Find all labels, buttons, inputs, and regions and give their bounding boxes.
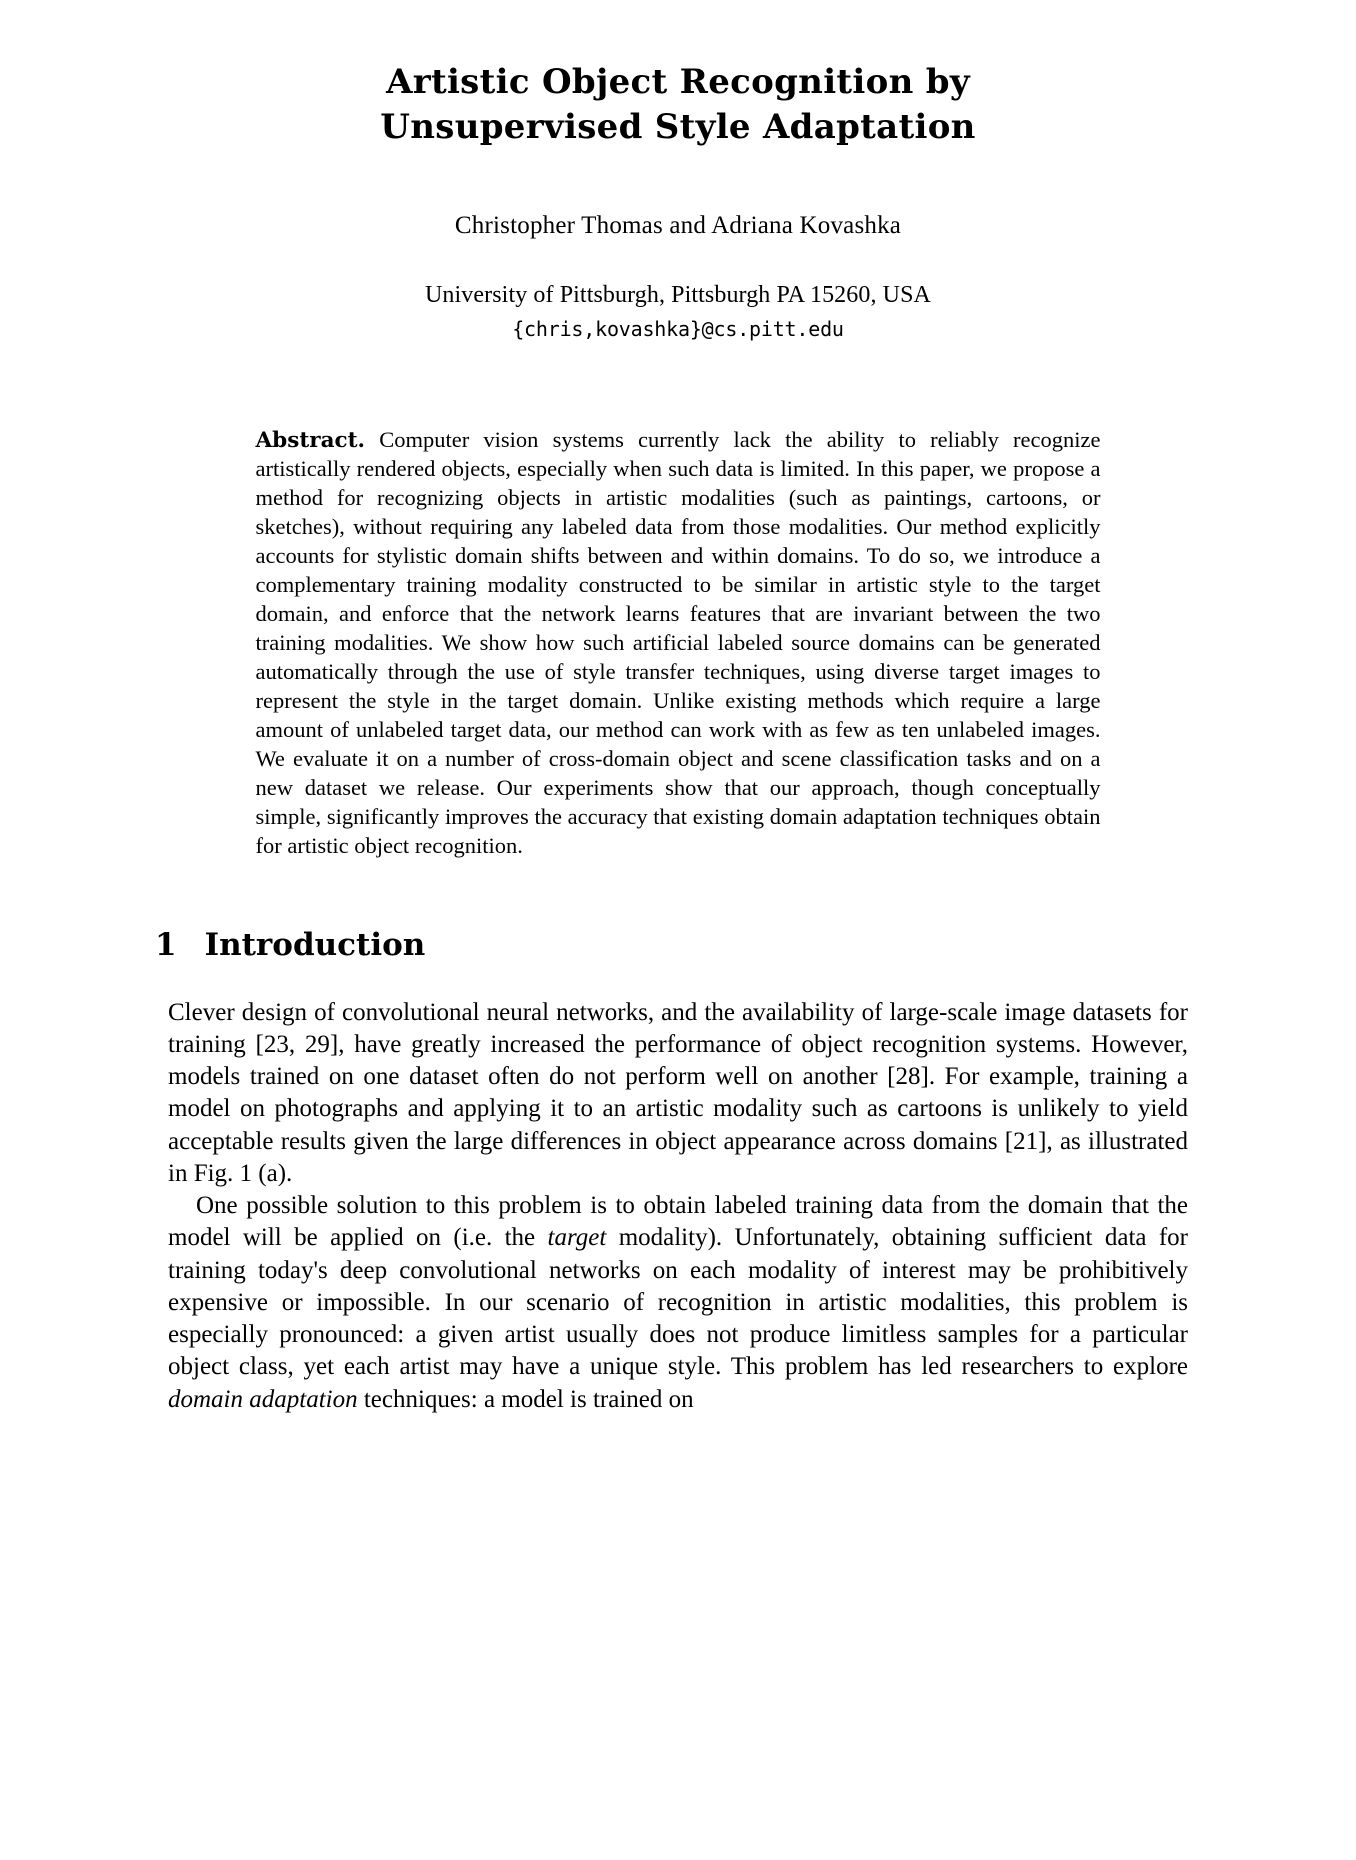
paragraph-2-part3: techniques: a model is trained on [357, 1385, 694, 1413]
paper-title-line1: Artistic Object Recognition by [386, 62, 970, 102]
contact-email: {chris,kovashka}@cs.pitt.edu [512, 316, 844, 341]
paper-page [0, 60, 1356, 1860]
section-number: 1 [155, 926, 177, 963]
section-title: Introduction [204, 926, 426, 963]
abstract-label: Abstract. [255, 427, 366, 453]
paragraph-2-italic-target: target [547, 1224, 607, 1252]
author-list: Christopher Thomas and Adriana Kovashka [454, 211, 902, 239]
abstract-block [256, 425, 1101, 861]
abstract-text: Computer vision systems currently lack the ability to reliably recognize artistically rendered objects, especially when such data is limited. In this paper, we propose a method for recognizing objects in artistic modalities (such as paintings, cartoons, or sketches), without requiring any labeled data from those modalities. Our method explicitly accounts for stylistic domain shifts between and within domains. To do so, we introduce a complementary training modality constructed to be similar in artistic style to the target domain, and enforce that the network learns features that are invariant between the two training modalities. We show how such artificial labeled source domains can be generated automatically through the use of style transfer techniques, using diverse target images to represent the style in the target domain. Unlike existing methods which require a large amount of unlabeled target data, our method can work with as few as ten unlabeled images. We evaluate it on a number of cross-domain object and scene classification tasks and on a new dataset we release. Our experiments show that our approach, though conceptually simple, significantly improves the accuracy that existing domain adaptation techniques obtain for artistic object recognition. [255, 426, 1101, 859]
affiliation: University of Pittsburgh, Pittsburgh PA 15260, USA [425, 281, 931, 308]
introduction-body [168, 997, 1188, 1416]
paragraph-1: Clever design of convolutional neural networks, and the availability of large-scale image datasets for training [23, 29], have greatly increased the performance of object recognition systems. However, models trained on one dataset often do not perform well on another [28]. For example, training a model on photographs and applying it to an artistic modality such as cartoons is unlikely to yield acceptable results given the large differences in object appearance across domains [21], as illustrated in Fig. 1 (a). [168, 998, 1188, 1187]
paragraph-2 [168, 1190, 1188, 1416]
paper-title-line2: Unsupervised Style Adaptation [380, 106, 976, 147]
paragraph-2-italic-domain-adaptation: domain adaptation [168, 1385, 358, 1413]
page-title [298, 60, 1058, 150]
paragraph-2-part2: modality). Unfortunately, obtaining sufficient data for training today's deep convolutional networks on each modality of interest may be prohibitively expensive or impossible. In our scenario of recognition in artistic modalities, this problem is especially pronounced: a given artist usually does not produce limitless samples for a particular object class, yet each artist may have a unique style. This problem has led researchers to explore [168, 1224, 1189, 1381]
paragraph-2-part1: One possible solution to this problem is to obtain labeled training data from the domain that the model will be applied on (i.e. the [168, 1192, 1188, 1252]
title-block [0, 60, 1356, 150]
section-heading-introduction [155, 927, 1356, 963]
